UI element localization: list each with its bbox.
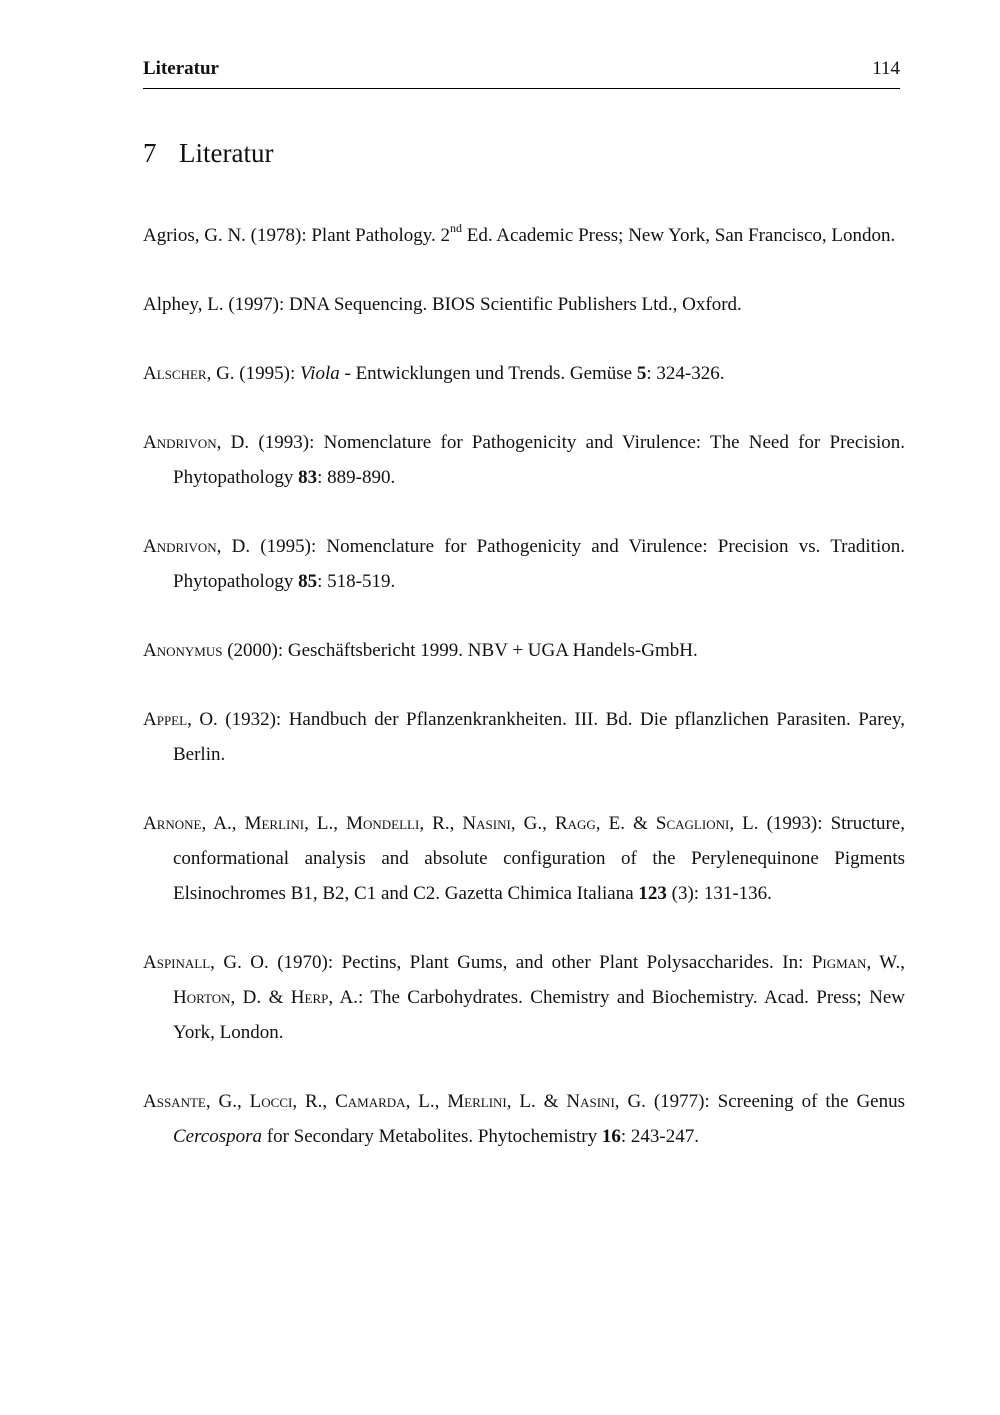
chapter-number: 7 bbox=[143, 138, 157, 168]
chapter-heading bbox=[143, 138, 273, 169]
reference-entry: Alphey, L. (1997): DNA Sequencing. BIOS Scientific Publishers Ltd., Oxford. bbox=[143, 294, 742, 315]
reference-entry: Arnone, A., Merlini, L., Mondelli, R., Nasini, G., Ragg, E. & Scaglioni, L. (1993): Structure, conformational analysis and absolute configuration of the Perylenequinone Pigments Elsinochromes B1, B2, C1 and C2. Gazetta Chimica Italiana 123 (3): 131-136. bbox=[143, 813, 905, 904]
reference-entry: Aspinall, G. O. (1970): Pectins, Plant Gums, and other Plant Polysaccharides. In: Pigman, W., Horton, D. & Herp, A.: The Carbohydrates. Chemistry and Biochemistry. Acad. Press; New York, London. bbox=[143, 952, 905, 1043]
running-title: Literatur bbox=[143, 58, 219, 79]
page-header bbox=[143, 58, 900, 89]
reference-entry: Assante, G., Locci, R., Camarda, L., Merlini, L. & Nasini, G. (1977): Screening of the Genus Cercospora for Secondary Metabolites. Phytochemistry 16: 243-247. bbox=[143, 1091, 905, 1147]
reference-entry: Appel, O. (1932): Handbuch der Pflanzenkrankheiten. III. Bd. Die pflanzlichen Parasiten. Parey, Berlin. bbox=[143, 709, 905, 765]
reference-entry: Agrios, G. N. (1978): Plant Pathology. 2nd Ed. Academic Press; New York, San Francisco, London. bbox=[143, 220, 896, 246]
chapter-title: Literatur bbox=[179, 138, 274, 168]
reference-entry: Alscher, G. (1995): Viola - Entwicklungen und Trends. Gemüse 5: 324-326. bbox=[143, 363, 725, 384]
page-number: 114 bbox=[872, 58, 900, 79]
reference-entry: Andrivon, D. (1995): Nomenclature for Pathogenicity and Virulence: Precision vs. Tradition. Phytopathology 85: 518-519. bbox=[143, 536, 905, 592]
reference-entry: Anonymus (2000): Geschäftsbericht 1999. NBV + UGA Handels-GmbH. bbox=[143, 640, 698, 661]
reference-list bbox=[143, 218, 905, 1188]
reference-entry: Andrivon, D. (1993): Nomenclature for Pathogenicity and Virulence: The Need for Precision. Phytopathology 83: 889-890. bbox=[143, 432, 905, 488]
